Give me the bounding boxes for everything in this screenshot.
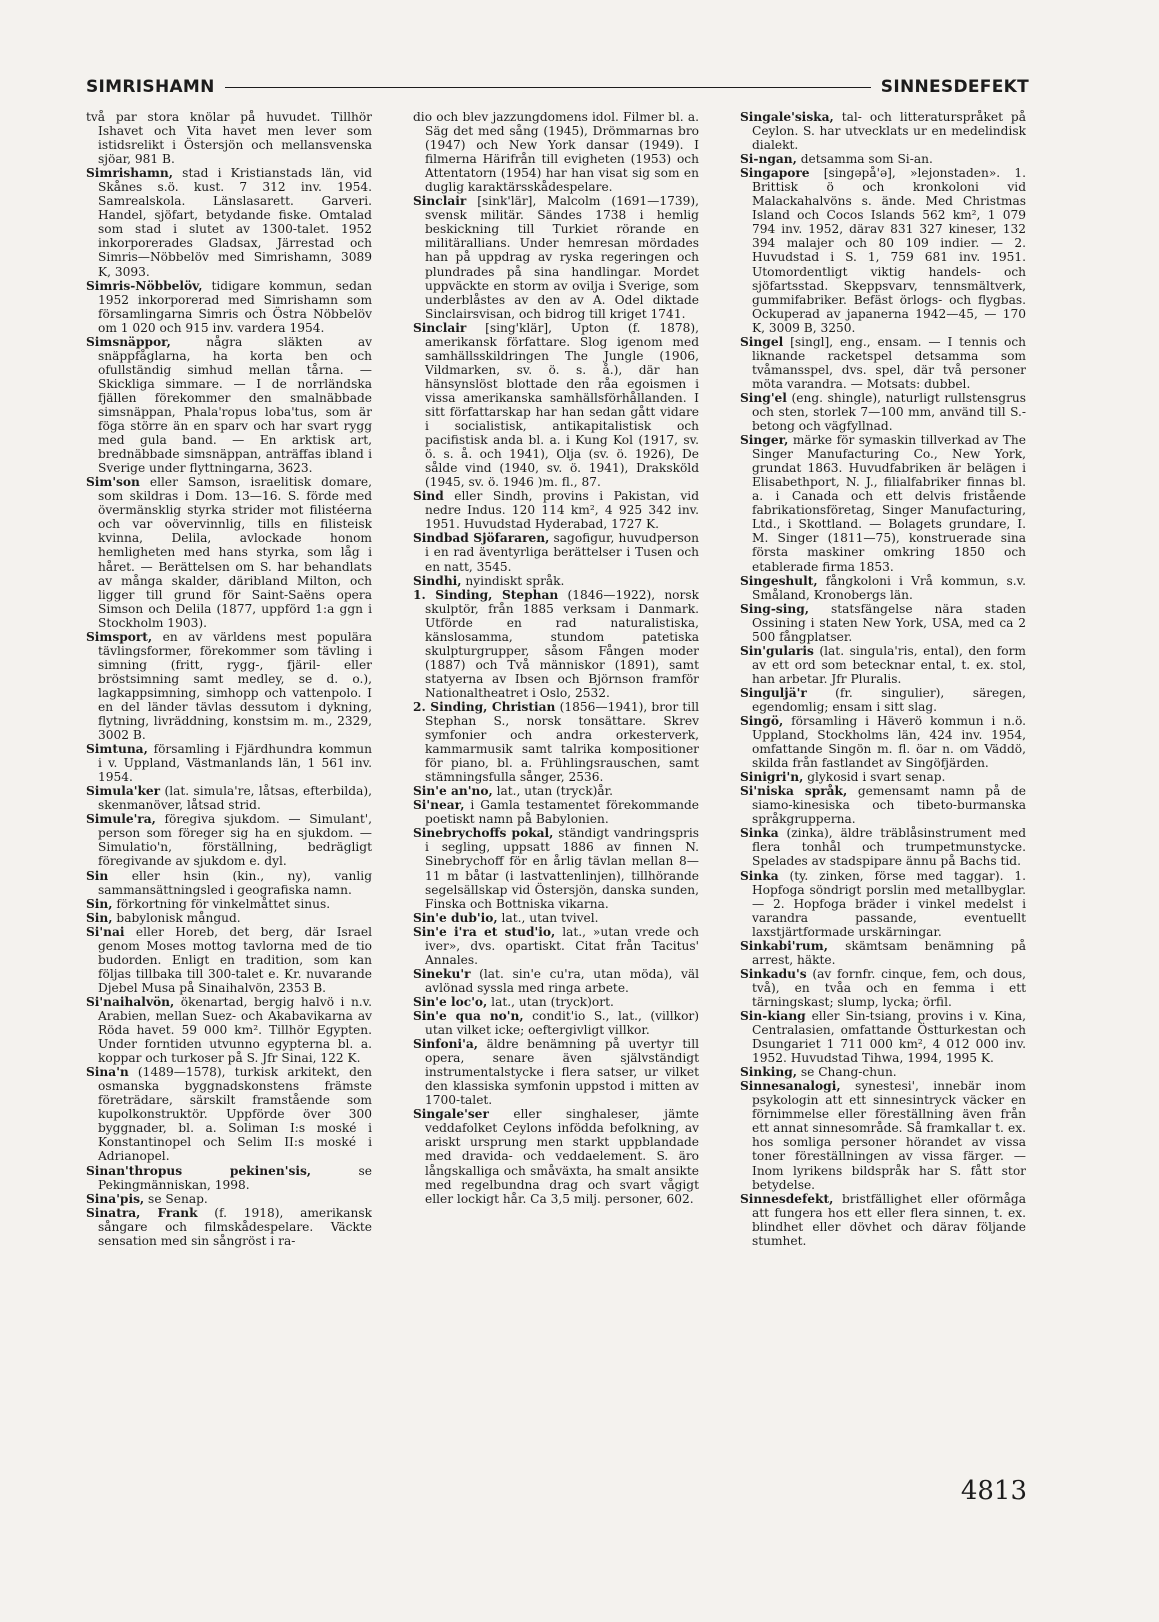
entry-text: eller hsin (kin., ny), vanlig sammansättningsled i geografiska namn. <box>98 868 372 897</box>
entry-headword: 2. Sinding, Christian <box>413 699 556 714</box>
entry-headword: Si'nai <box>86 924 125 939</box>
entry-text: en av världens mest populära tävlingsformer, förekommer som tävling i simning (fritt, rygg-, fjäril- eller bröstsimning samt medley, se d. o.), lagkappsimning, simhopp och vattenpolo. I en del länder tävlas dessutom i dykning, flytning, livräddning, konstsim m. m., 2329, 3002 B. <box>98 629 372 743</box>
entry-text: gemensamt namn på de siamo-kinesiska och tibeto-burmanska språkgrupperna. <box>752 784 1026 827</box>
entry-text: några släkten av snäppfåglarna, ha korta ben och ofullständig simhud mellan tårna. — Skickliga simmare. — I de norrländska fjällen förekommer den smalnäbbade simsnäppan, Phala'ropus loba'tus, som är föga större än en sparv och har svart rygg med gula band. — En arktisk art, brednäbbade simsnäppan, anträffas ibland i Sverige under flyttningarna, 3623. <box>98 334 372 476</box>
dictionary-entry <box>740 166 1026 335</box>
entry-text: [sink'lär], Malcolm (1691—1739), svensk militär. Sändes 1738 i hemlig beskickning till Turkiet rörande en militärallians. Under hemresan mördades han på uppdrag av ryska regeringen och plundrades på sina handlingar. Mordet uppväckte en storm av ovilja i Sverige, som underblåstes av den av A. Odel diktade Sinclairsvisan, och bidrog till kriget 1741. <box>425 194 699 321</box>
dictionary-entry <box>413 489 699 531</box>
dictionary-entry <box>740 939 1026 967</box>
entry-text: (1489—1578), turkisk arkitekt, den osmanska byggnadskonstens främste företrädare, särskilt framstående som kupolkonstruktör. Uppförde över 300 byggnader, bl. a. Soliman I:s moské i Konstantinopel och Selim II:s moské i Adrianopel. <box>98 1065 372 1164</box>
entry-text: eller Sindh, provins i Pakistan, vid nedre Indus. 120 114 km², 4 925 342 inv. 1951. Huvudstad Hyderabad, 1727 K. <box>425 489 699 532</box>
text-columns <box>86 110 1026 1450</box>
entry-text: nyindiskt språk. <box>461 573 565 588</box>
entry-headword: Singuljä'r <box>740 685 807 700</box>
entry-text: lat., utan (tryck)år. <box>492 784 613 799</box>
entry-headword: Sinkabi'rum, <box>740 938 828 953</box>
entry-text: (av fornfr. cinque, fem, och dous, två), en tvåa och en femma i ett tärningskast; slump, lycka; örfil. <box>752 966 1026 1009</box>
entry-text: (1856—1941), bror till Stephan S., norsk tonsättare. Skrev symfonier och andra orkesterverk, kammarmusik samt talrika kompositioner för piano, bl. a. Frühlingsrauschen, samt stämningsfulla sånger, 2536. <box>425 699 699 785</box>
dictionary-entry <box>86 784 372 812</box>
dictionary-entry <box>740 335 1026 391</box>
entry-text: förkortning för vinkelmåttet sinus. <box>112 896 331 911</box>
dictionary-entry <box>86 335 372 475</box>
dictionary-entry <box>413 1107 699 1205</box>
entry-text: två par stora knölar på huvudet. Tillhör Ishavet och Vita havet men lever som istidsrelikt i Östersjön och mellansvenska sjöar, 981 B. <box>86 110 372 167</box>
dictionary-entry <box>86 1206 372 1248</box>
dictionary-entry <box>740 152 1026 166</box>
dictionary-entry <box>86 110 372 166</box>
dictionary-entry <box>413 194 699 320</box>
entry-headword: Sineku'r <box>413 966 471 981</box>
dictionary-entry <box>740 110 1026 152</box>
dictionary-entry <box>413 574 699 588</box>
entry-text: församling i Häverö kommun i n.ö. Uppland, Stockholms län, 424 inv. 1954, omfattande Singön m. fl. öar n. om Väddö, skilda från fastlandet av Singöfjärden. <box>752 714 1026 771</box>
dictionary-entry <box>413 1037 699 1107</box>
dictionary-entry <box>86 630 372 742</box>
entry-text: (lat. simula're, låtsas, efterbilda), skenmanöver, låtsad strid. <box>98 784 372 813</box>
entry-text: (lat. singula'ris, ental), den form av ett ord som betecknar ental, t. ex. stol, han arbetar. Jfr Pluralis. <box>752 643 1026 686</box>
entry-headword: Si'niska språk, <box>740 784 848 799</box>
entry-text: eller Sin-tsiang, provins i v. Kina, Centralasien, omfattande Östturkestan och Dsungariet 1 711 000 km², 4 012 000 inv. 1952. Huvudstad Tihwa, 1994, 1995 K. <box>752 1009 1026 1066</box>
entry-text: ständigt vandringspris i segling, uppsatt 1886 av finnen N. Sinebrychoff för en årlig tävlan mellan 8—11 m båtar (i lastvattenlinjen), tillhörande segelsällskap vid Östersjön, danska sunden, Finska och Bottniska vikarna. <box>425 826 699 911</box>
entry-text: skämtsam benämning på arrest, häkte. <box>752 938 1026 967</box>
dictionary-entry <box>413 967 699 995</box>
dictionary-entry <box>86 1192 372 1206</box>
entry-text: [singəpå'ə], »lejonstaden». 1. Brittisk ö och kronkoloni vid Malackahalvöns s. ände. Med Christmas Island och Cocos Islands 562 km², 1 079 794 inv. 1952, därav 831 327 kineser, 132 394 malajer och 80 109 indier. — 2. Huvudstad i S. 1, 759 681 inv. 1951. Utomordentligt viktig handels- och sjöfartsstad. Skeppsvarv, tennsmältverk, gummifabriker. Befäst örlogs- och flygbas. Ockuperad av japanerna 1942—45, — 170 K, 3009 B, 3250. <box>752 166 1026 335</box>
entry-headword: Simrishamn, <box>86 166 173 181</box>
entry-text: glykosid i svart senap. <box>803 770 946 785</box>
dictionary-entry <box>413 798 699 826</box>
entry-headword: Sin'e dub'io, <box>413 910 498 925</box>
entry-headword: Simris-Nöbbelöv, <box>86 278 203 293</box>
entry-headword: Sin'gularis <box>740 643 814 658</box>
entry-headword: Sina'n <box>86 1065 129 1080</box>
entry-headword: Simule'ra, <box>86 812 156 827</box>
entry-text: äldre benämning på uvertyr till opera, senare även självständigt instrumentalstycke i flera satser, ur vilket den klassiska symfonin uppstod i mitten av 1700-talet. <box>425 1037 699 1108</box>
dictionary-entry <box>413 110 699 194</box>
entry-headword: Sinka <box>740 826 779 841</box>
entry-text: lat., utan (tryck)ort. <box>487 994 614 1009</box>
dictionary-entry <box>740 1009 1026 1065</box>
entry-text: bristfällighet eller oförmåga att fungera hos ett eller flera sinnen, t. ex. blindhet eller dövhet och därav följande stumhet. <box>752 1191 1026 1248</box>
entry-text: dio och blev jazzungdomens idol. Filmer bl. a. Säg det med sång (1945), Drömmarnas bro (1947) och New York dansar (1949). I filmerna Härifrån till evigheten (1953) och Attentatorn (1954) har han visat sig som en duglig karaktärsskådespelare. <box>413 110 699 195</box>
entry-text: märke för symaskin tillverkad av The Singer Manufacturing Co., New York, grundat 1863. Huvudfabriken är belägen i Elisabethport, N. J., filialfabriker finnas bl. a. i Canada och ett delvis fristående fabrikationsföretag, Singer Manufacturing, Ltd., i Skottland. — Bolagets grundare, I. M. Singer (1811—75), konstruerade sina första maskiner omkring 1850 och etablerade firma 1853. <box>752 433 1026 574</box>
entry-headword: Sing'el <box>740 390 787 405</box>
dictionary-entry <box>740 1065 1026 1079</box>
entry-text: föregiva sjukdom. — Simulant', person som föreger sig ha en sjukdom. — Simulatio'n, förställning, bedrägligt föregivande av sjukdom e. dyl. <box>98 812 372 869</box>
dictionary-entry <box>413 700 699 784</box>
dictionary-entry <box>413 995 699 1009</box>
dictionary-entry <box>413 925 699 967</box>
entry-headword: Si'near, <box>413 798 465 813</box>
entry-headword: Sinnesanalogi, <box>740 1079 841 1094</box>
entry-text: [singl], eng., ensam. — I tennis och liknande racketspel detsamma som tvåmansspel, dvs. spel, där två personer möta varandra. — Motsats: dubbel. <box>752 334 1026 391</box>
entry-headword: Sinatra, Frank <box>86 1205 198 1220</box>
entry-headword: 1. Sinding, Stephan <box>413 587 559 602</box>
entry-headword: Sindhi, <box>413 573 462 588</box>
dictionary-entry <box>740 433 1026 573</box>
entry-text: condit'io S., lat., (villkor) utan vilket icke; oeftergivligt villkor. <box>425 1009 699 1038</box>
dictionary-entry <box>740 770 1026 784</box>
dictionary-entry <box>740 714 1026 770</box>
entry-headword: Sinclair <box>413 194 467 209</box>
entry-headword: Sinigri'n, <box>740 770 804 785</box>
entry-text: fångkoloni i Vrå kommun, s.v. Småland, Kronobergs län. <box>752 573 1026 602</box>
entry-headword: Sin-kiang <box>740 1009 806 1023</box>
dictionary-entry <box>740 1079 1026 1191</box>
entry-headword: Sin, <box>86 910 113 925</box>
dictionary-entry <box>86 1065 372 1163</box>
column-3 <box>740 110 1026 1450</box>
entry-text: lat., utan tvivel. <box>497 910 599 925</box>
dictionary-entry <box>86 911 372 925</box>
entry-headword: Sin, <box>86 896 113 911</box>
dictionary-entry <box>86 1164 372 1192</box>
dictionary-entry <box>740 686 1026 714</box>
entry-text: tidigare kommun, sedan 1952 inkorporerad med Simrishamn som församlingarna Simris och Östra Nöbbelöv om 1 020 och 915 inv. vardera 1954. <box>98 278 372 335</box>
entry-text: (f. 1918), amerikansk sångare och filmskådespelare. Väckte sensation med sin sångröst i ra- <box>98 1205 372 1248</box>
dictionary-entry <box>413 588 699 700</box>
dictionary-entry <box>740 602 1026 644</box>
entry-headword: Singapore <box>740 166 810 181</box>
dictionary-entry <box>740 826 1026 868</box>
entry-headword: Simula'ker <box>86 784 161 799</box>
entry-text: lat., »utan vrede och iver», dvs. opartiskt. Citat från Tacitus' Annales. <box>425 924 699 967</box>
dictionary-entry <box>413 1009 699 1037</box>
dictionary-entry <box>740 784 1026 826</box>
entry-text: se Chang-chun. <box>797 1065 897 1080</box>
entry-text: ökenartad, bergig halvö i n.v. Arabien, mellan Suez- och Akabavikarna av Röda havet. 59 000 km². Tillhör Egypten. Under forntiden utvunno egypterna bl. a. koppar och turkoser på S. Jfr Sinai, 122 K. <box>98 994 372 1066</box>
entry-headword: Sinking, <box>740 1065 797 1080</box>
dictionary-entry <box>413 321 699 490</box>
entry-text: (fr. singulier), säregen, egendomlig; ensam i sitt slag. <box>752 685 1026 714</box>
page-number: 4813 <box>960 1476 1027 1506</box>
dictionary-entry <box>86 897 372 911</box>
dictionary-entry <box>413 531 699 573</box>
entry-text: statsfängelse nära staden Ossining i staten New York, USA, med ca 2 500 fångplatser. <box>752 601 1026 644</box>
entry-headword: Sin <box>86 868 109 883</box>
dictionary-entry <box>86 812 372 868</box>
entry-text: stad i Kristianstads län, vid Skånes s.ö. kust. 7 312 inv. 1954. Samrealskola. Länslasarett. Garveri. Handel, sjöfart, betydande fiske. Omtalad som stad i slutet av 1300-talet. 1952 inkorporerades Gladsax, Järrestad och Simris—Nöbbelöv med Simrishamn, 3089 K, 3093. <box>98 166 372 279</box>
entry-text: eller Horeb, det berg, där Israel genom Moses mottog tavlorna med de tio budorden. Enligt en tradition, som kan följas tillbaka till 300-talet e. Kr. nuvarande Djebel Musa på Sinaihalvön, 2353 B. <box>98 924 372 995</box>
entry-text: se Pekingmänniskan, 1998. <box>98 1163 372 1192</box>
entry-headword: Simsnäppor, <box>86 334 171 349</box>
entry-text: synestesi', innebär inom psykologin att ett sinnesintryck väcker en förnimmelse eller föreställning även från ett annat sinnesområde. Så framkallar t. ex. hos somliga personer hörandet av vissa toner föreställningen av vissa färger. — Inom lyrikens bildspråk har S. fått stor betydelse. <box>752 1079 1026 1192</box>
running-header <box>86 74 1029 100</box>
entry-headword: Simsport, <box>86 629 153 644</box>
entry-text: (1846—1922), norsk skulptör, från 1885 verksam i Danmark. Utförde en rad naturalistiska, känslosamma, stundom patetiska skulpturgrupper, såsom Fången moder (1887) och Två människor (1891), samt statyerna av Ibsen och Björnson framför Nationaltheatret i Oslo, 2532. <box>425 587 699 700</box>
dictionary-entry <box>740 574 1026 602</box>
header-right: SINNESDEFEKT <box>880 77 1029 97</box>
dictionary-entry <box>86 166 372 278</box>
entry-headword: Sinan'thropus pekinen'sis, <box>86 1163 312 1178</box>
dictionary-entry <box>413 826 699 910</box>
entry-headword: Singer, <box>740 433 789 448</box>
entry-text: tal- och litteraturspråket på Ceylon. S. har utvecklats ur en medelindisk dialekt. <box>752 110 1026 153</box>
dictionary-entry <box>413 911 699 925</box>
entry-headword: Sinkadu's <box>740 966 807 981</box>
entry-headword: Sindbad Sjöfararen, <box>413 531 550 546</box>
entry-headword: Sing-sing, <box>740 601 809 616</box>
entry-headword: Singale'siska, <box>740 110 834 124</box>
column-1 <box>86 110 372 1450</box>
entry-headword: Singeshult, <box>740 573 818 588</box>
entry-text: se Senap. <box>144 1191 208 1206</box>
entry-headword: Sin'e loc'o, <box>413 994 488 1009</box>
entry-text: i Gamla testamentet förekommande poetiskt namn på Babylonien. <box>425 798 699 827</box>
dictionary-entry <box>86 925 372 995</box>
entry-text: (ty. zinken, förse med taggar). 1. Hopfoga söndrigt porslin med metallbyglar. — 2. Hopfoga bräder i vinkel medelst i varandra passande, eventuellt laxstjärtformade urskärningar. <box>752 868 1026 939</box>
column-2 <box>413 110 699 1450</box>
entry-headword: Sinfoni'a, <box>413 1037 479 1052</box>
entry-headword: Sinnesdefekt, <box>740 1191 834 1206</box>
dictionary-entry <box>86 869 372 897</box>
entry-text: sagofigur, huvudperson i en rad äventyrliga berättelser i Tusen och en natt, 3545. <box>425 531 699 574</box>
entry-text: babylonisk mångud. <box>112 910 241 925</box>
entry-headword: Sinka <box>740 868 779 883</box>
entry-headword: Sin'e i'ra et stud'io, <box>413 924 556 939</box>
dictionary-entry <box>740 869 1026 939</box>
entry-headword: Singale'ser <box>413 1107 489 1122</box>
entry-headword: Sin'e an'no, <box>413 784 493 799</box>
dictionary-entry <box>740 1192 1026 1248</box>
entry-headword: Sinebrychoffs pokal, <box>413 826 554 841</box>
entry-text: (lat. sin'e cu'ra, utan möda), väl avlönad syssla med ringa arbete. <box>425 966 699 995</box>
entry-headword: Singel <box>740 334 784 349</box>
entry-headword: Sind <box>413 489 444 504</box>
entry-text: eller singhaleser, jämte veddafolket Ceylons infödda befolkning, av ariskt ursprung men starkt uppblandade med dravida- och veddaelement. S. äro långskalliga och småväxta, ha smalt ansikte med regelbundna drag och svart vågigt eller lockigt hår. Ca 3,5 milj. personer, 602. <box>425 1107 699 1206</box>
dictionary-entry <box>740 391 1026 433</box>
entry-headword: Sin'e qua no'n, <box>413 1009 524 1023</box>
dictionary-entry <box>413 784 699 798</box>
entry-text: detsamma som Si-an. <box>796 152 933 167</box>
dictionary-entry <box>740 644 1026 686</box>
entry-text: [sing'klär], Upton (f. 1878), amerikansk författare. Slog igenom med samhällsskildringen The Jungle (1906, Vildmarken, sv. ö. s. å.), där han hänsynslöst blottade den råa egoismen i vissa amerikanska samhällsförhållanden. I sitt författarskap har han sedan gått vidare i socialistisk, antikapitalistisk och pacifistisk anda bl. a. i Kung Kol (1917, sv. ö. s. å. och 1941), Olja (sv. ö. 1926), De sålde vind (1940, sv. ö. 1941), Draksköld (1945, sv. ö. 1946 )m. fl., 87. <box>425 320 699 490</box>
entry-headword: Simtuna, <box>86 742 148 757</box>
entry-text: eller Samson, israelitisk domare, som skildras i Dom. 13—16. S. förde med övermänsklig styrka strider mot filistéerna och var oövervinnlig, tills en filisteisk kvinna, Delila, avlockade honom hemligheten med hans styrka, som låg i håret. — Berättelsen om S. har behandlats av många skalder, däribland Milton, och ligger till grund för Saint-Saëns opera Simson och Delila (1877, uppförd 1:a ggn i Stockholm 1903). <box>98 475 372 630</box>
dictionary-entry <box>86 475 372 630</box>
header-left: SIMRISHAMN <box>86 77 215 97</box>
dictionary-entry <box>86 742 372 784</box>
entry-headword: Si'naihalvön, <box>86 994 175 1009</box>
dictionary-entry <box>86 279 372 335</box>
entry-headword: Si-ngan, <box>740 152 797 167</box>
entry-headword: Sina'pis, <box>86 1191 145 1206</box>
header-rule <box>225 87 871 88</box>
dictionary-entry <box>86 995 372 1065</box>
entry-text: (zinka), äldre träblåsinstrument med flera tonhål och trumpetmunstycke. Spelades av stadspipare ännu på Bachs tid. <box>752 826 1026 869</box>
entry-text: (eng. shingle), naturligt rullstensgrus och sten, storlek 7—100 mm, använd till S.-betong och vägfyllnad. <box>752 390 1026 434</box>
entry-headword: Singö, <box>740 714 784 729</box>
entry-headword: Sim'son <box>86 475 140 490</box>
entry-headword: Sinclair <box>413 320 467 335</box>
entry-text: församling i Fjärdhundra kommun i v. Uppland, Västmanlands län, 1 561 inv. 1954. <box>98 742 372 785</box>
dictionary-entry <box>740 967 1026 1009</box>
